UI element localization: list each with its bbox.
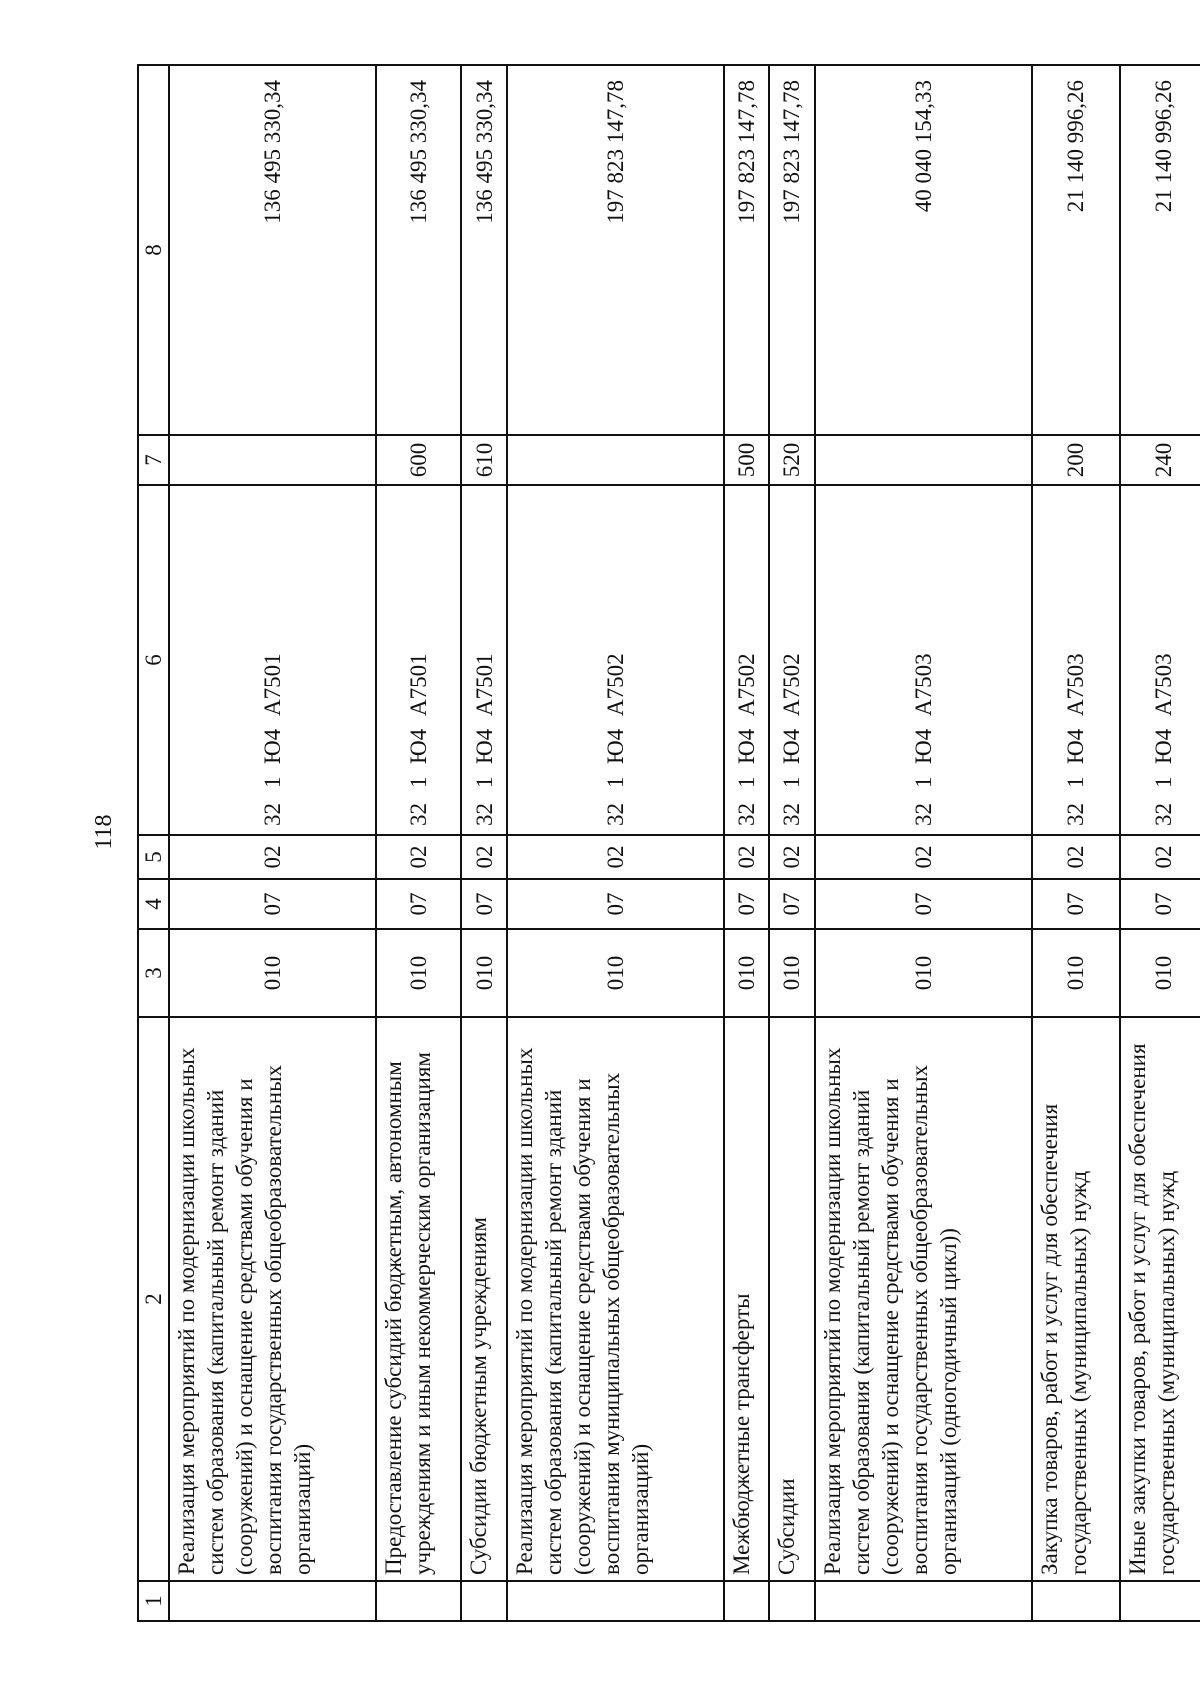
row-code-5: 02 xyxy=(169,835,376,879)
row-code-4: 07 xyxy=(724,879,769,929)
row-target-article: 321Ю4А7502 xyxy=(769,485,814,835)
row-expense-type: 500 xyxy=(724,435,769,485)
row-col1 xyxy=(1120,1581,1200,1621)
row-col1 xyxy=(724,1581,769,1621)
row-code-4: 07 xyxy=(376,879,461,929)
row-target-article: 321Ю4А7501 xyxy=(461,485,506,835)
row-col1 xyxy=(169,1581,376,1621)
row-col1 xyxy=(461,1581,506,1621)
header-col-4: 4 xyxy=(138,879,169,929)
row-name: Реализация мероприятий по модернизации школьных систем образования (капитальный ремонт зданий (сооружений) и оснащение средствами обучения и воспитания государственных общеобразовательных организаций) xyxy=(169,1017,376,1581)
table-row xyxy=(1120,65,1200,1621)
row-code-3: 010 xyxy=(461,929,506,1017)
row-code-4: 07 xyxy=(507,879,724,929)
rotated-table-container xyxy=(137,66,1200,1622)
budget-table xyxy=(137,64,1200,1622)
row-code-3: 010 xyxy=(724,929,769,1017)
row-col1 xyxy=(376,1581,461,1621)
row-target-article: 321Ю4А7503 xyxy=(1120,485,1200,835)
row-target-article: 321Ю4А7502 xyxy=(724,485,769,835)
row-expense-type xyxy=(815,435,1032,485)
row-amount: 197 823 147,78 xyxy=(724,65,769,435)
row-code-5: 02 xyxy=(461,835,506,879)
row-name: Предоставление субсидий бюджетным, автономным учреждениям и иным некоммерческим организациям xyxy=(376,1017,461,1581)
row-target-article: 321Ю4А7501 xyxy=(169,485,376,835)
row-target-article: 321Ю4А7503 xyxy=(815,485,1032,835)
row-code-3: 010 xyxy=(376,929,461,1017)
row-amount: 136 495 330,34 xyxy=(461,65,506,435)
header-row xyxy=(138,65,169,1621)
row-col1 xyxy=(507,1581,724,1621)
row-code-3: 010 xyxy=(1032,929,1120,1017)
header-col-1: 1 xyxy=(138,1581,169,1621)
header-col-5: 5 xyxy=(138,835,169,879)
row-name: Субсидии бюджетным учреждениям xyxy=(461,1017,506,1581)
row-expense-type xyxy=(169,435,376,485)
row-code-4: 07 xyxy=(769,879,814,929)
table-row xyxy=(724,65,769,1621)
row-amount: 136 495 330,34 xyxy=(376,65,461,435)
row-amount: 136 495 330,34 xyxy=(169,65,376,435)
row-target-article: 321Ю4А7501 xyxy=(376,485,461,835)
row-col1 xyxy=(769,1581,814,1621)
row-code-4: 07 xyxy=(169,879,376,929)
table-row xyxy=(461,65,506,1621)
row-name: Реализация мероприятий по модернизации школьных систем образования (капитальный ремонт зданий (сооружений) и оснащение средствами обучения и воспитания государственных общеобразовательных организаций (одногодичный цикл)) xyxy=(815,1017,1032,1581)
table-row xyxy=(169,65,376,1621)
row-code-3: 010 xyxy=(169,929,376,1017)
row-code-3: 010 xyxy=(1120,929,1200,1017)
table-row xyxy=(1032,65,1120,1621)
table-row xyxy=(769,65,814,1621)
row-code-4: 07 xyxy=(815,879,1032,929)
row-amount: 40 040 154,33 xyxy=(815,65,1032,435)
row-name: Закупка товаров, работ и услуг для обеспечения государственных (муниципальных) нужд xyxy=(1032,1017,1120,1581)
row-expense-type: 200 xyxy=(1032,435,1120,485)
row-amount: 197 823 147,78 xyxy=(769,65,814,435)
row-code-5: 02 xyxy=(1120,835,1200,879)
header-col-7: 7 xyxy=(138,435,169,485)
row-target-article: 321Ю4А7503 xyxy=(1032,485,1120,835)
row-code-3: 010 xyxy=(769,929,814,1017)
row-code-5: 02 xyxy=(815,835,1032,879)
row-col1 xyxy=(1032,1581,1120,1621)
row-code-4: 07 xyxy=(1120,879,1200,929)
row-code-4: 07 xyxy=(1032,879,1120,929)
header-col-2: 2 xyxy=(138,1017,169,1581)
row-code-4: 07 xyxy=(461,879,506,929)
row-code-5: 02 xyxy=(724,835,769,879)
header-col-6: 6 xyxy=(138,485,169,835)
row-code-5: 02 xyxy=(1032,835,1120,879)
row-expense-type: 520 xyxy=(769,435,814,485)
row-target-article: 321Ю4А7502 xyxy=(507,485,724,835)
row-name: Межбюджетные трансферты xyxy=(724,1017,769,1581)
row-col1 xyxy=(815,1581,1032,1621)
table-row xyxy=(815,65,1032,1621)
row-amount: 197 823 147,78 xyxy=(507,65,724,435)
row-code-5: 02 xyxy=(507,835,724,879)
table-row xyxy=(376,65,461,1621)
row-amount: 21 140 996,26 xyxy=(1032,65,1120,435)
row-name: Субсидии xyxy=(769,1017,814,1581)
row-expense-type: 240 xyxy=(1120,435,1200,485)
row-code-3: 010 xyxy=(507,929,724,1017)
row-amount: 21 140 996,26 xyxy=(1120,65,1200,435)
row-code-3: 010 xyxy=(815,929,1032,1017)
table-row xyxy=(507,65,724,1621)
row-expense-type: 610 xyxy=(461,435,506,485)
row-name: Реализация мероприятий по модернизации школьных систем образования (капитальный ремонт зданий (сооружений) и оснащение средствами обучения и воспитания муниципальных общеобразовательных организаций) xyxy=(507,1017,724,1581)
row-expense-type xyxy=(507,435,724,485)
row-name: Иные закупки товаров, работ и услуг для обеспечения государственных (муниципальных) нужд xyxy=(1120,1017,1200,1581)
header-col-8: 8 xyxy=(138,65,169,435)
row-expense-type: 600 xyxy=(376,435,461,485)
header-col-3: 3 xyxy=(138,929,169,1017)
row-code-5: 02 xyxy=(376,835,461,879)
page-number: 118 xyxy=(90,814,117,850)
row-code-5: 02 xyxy=(769,835,814,879)
